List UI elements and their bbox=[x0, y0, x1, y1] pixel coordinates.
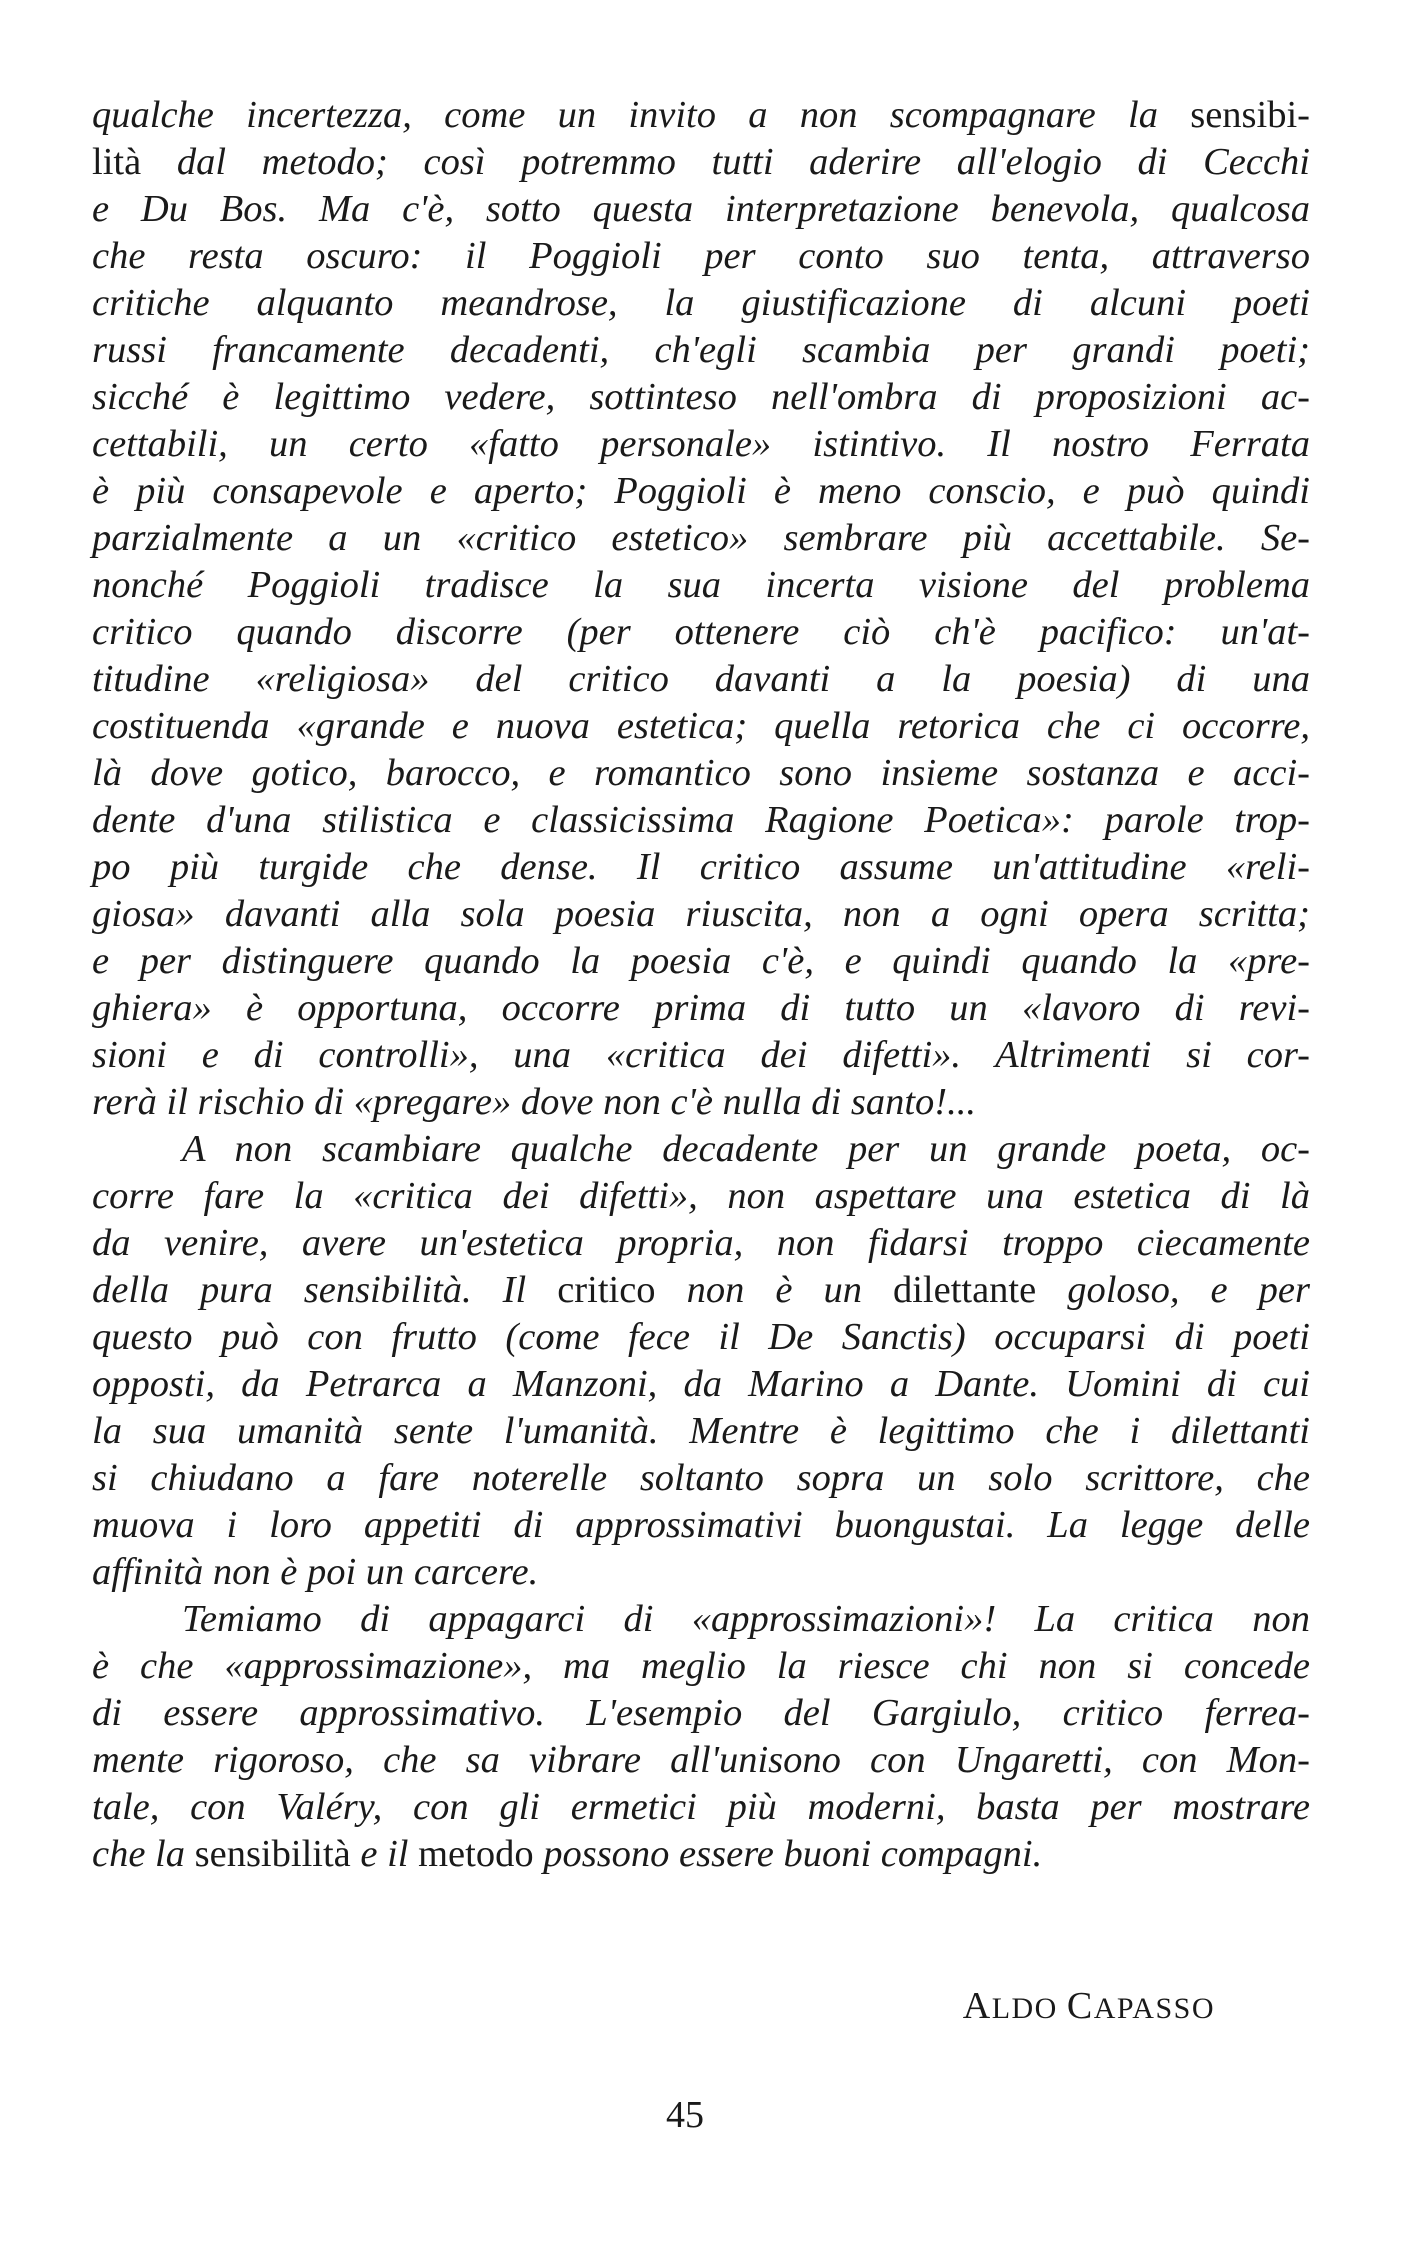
text-line bbox=[92, 1314, 1310, 1361]
text-line bbox=[92, 233, 1310, 280]
text-line bbox=[92, 1784, 1310, 1831]
roman-text: metodo bbox=[418, 1833, 544, 1875]
italic-text: nonché Poggioli tradisce la sua incerta visione del problema bbox=[92, 564, 1310, 606]
italic-text: da venire, avere un'estetica propria, non fidarsi troppo ciecamente bbox=[92, 1222, 1310, 1264]
italic-text: e Du Bos. Ma c'è, sotto questa interpretazione benevola, qualcosa bbox=[92, 188, 1310, 230]
text-line bbox=[92, 609, 1310, 656]
text-line bbox=[92, 1643, 1310, 1690]
text-line bbox=[92, 1831, 1310, 1878]
italic-text: parzialmente a un «critico estetico» sembrare più accettabile. Se- bbox=[92, 517, 1310, 559]
italic-text: costituenda «grande e nuova estetica; quella retorica che ci occorre, bbox=[92, 705, 1310, 747]
text-line bbox=[92, 515, 1310, 562]
italic-text: critico quando discorre (per ottenere ciò ch'è pacifico: un'at- bbox=[92, 611, 1310, 653]
text-line bbox=[92, 1173, 1310, 1220]
italic-text: si chiudano a fare noterelle soltanto sopra un solo scrittore, che bbox=[92, 1457, 1310, 1499]
italic-text: Temiamo di appagarci di «approssimazioni»! La critica non bbox=[182, 1598, 1310, 1640]
text-line bbox=[92, 1361, 1310, 1408]
italic-text: là dove gotico, barocco, e romantico sono insieme sostanza e acci- bbox=[92, 752, 1310, 794]
italic-text: cettabili, un certo «fatto personale» istintivo. Il nostro Ferrata bbox=[92, 423, 1310, 465]
italic-text: possono essere buoni compagni. bbox=[543, 1833, 1043, 1875]
roman-text: lità bbox=[92, 141, 177, 183]
italic-text: dal metodo; così potremmo tutti aderire all'elogio di Cecchi bbox=[176, 141, 1310, 183]
roman-text: sensibi- bbox=[1190, 94, 1310, 136]
italic-text: opposti, da Petrarca a Manzoni, da Marino a Dante. Uomini di cui bbox=[92, 1363, 1310, 1405]
text-line bbox=[92, 1690, 1310, 1737]
italic-text: che la bbox=[92, 1833, 195, 1875]
italic-text: tale, con Valéry, con gli ermetici più moderni, basta per mostrare bbox=[92, 1786, 1310, 1828]
italic-text: qualche incertezza, come un invito a non scompagnare la bbox=[92, 94, 1191, 136]
author-name: ALDO CAPASSO bbox=[962, 1985, 1215, 2027]
text-line bbox=[92, 1079, 1310, 1126]
italic-text: sioni e di controlli», una «critica dei difetti». Altrimenti si cor- bbox=[92, 1034, 1310, 1076]
italic-text: muova i loro appetiti di approssimativi buongustai. La legge delle bbox=[92, 1504, 1310, 1546]
italic-text: corre fare la «critica dei difetti», non aspettare una estetica di là bbox=[92, 1175, 1310, 1217]
text-line bbox=[92, 1737, 1310, 1784]
text-line bbox=[92, 280, 1310, 327]
text-line bbox=[92, 1267, 1310, 1314]
text-line bbox=[92, 1596, 1310, 1643]
paragraph bbox=[92, 92, 1310, 1126]
italic-text: che resta oscuro: il Poggioli per conto suo tenta, attraverso bbox=[92, 235, 1310, 277]
italic-text: e per distinguere quando la poesia c'è, e quindi quando la «pre- bbox=[92, 940, 1310, 982]
text-line bbox=[92, 1126, 1310, 1173]
page-number: 45 bbox=[666, 2094, 704, 2136]
italic-text: giosa» davanti alla sola poesia riuscita, non a ogni opera scritta; bbox=[92, 893, 1310, 935]
text-line bbox=[92, 421, 1310, 468]
italic-text: è che «approssimazione», ma meglio la riesce chi non si concede bbox=[92, 1645, 1310, 1687]
text-line bbox=[92, 797, 1310, 844]
text-line bbox=[92, 844, 1310, 891]
italic-text: dente d'una stilistica e classicissima Ragione Poetica»: parole trop- bbox=[92, 799, 1310, 841]
roman-text: dilettante bbox=[892, 1269, 1068, 1311]
text-line bbox=[92, 1408, 1310, 1455]
italic-text: di essere approssimativo. L'esempio del Gargiulo, critico ferrea- bbox=[92, 1692, 1310, 1734]
italic-text: e il bbox=[360, 1833, 419, 1875]
italic-text: critiche alquanto meandrose, la giustificazione di alcuni poeti bbox=[92, 282, 1310, 324]
italic-text: questo può con frutto (come fece il De Sanctis) occuparsi di poeti bbox=[92, 1316, 1310, 1358]
italic-text: sicché è legittimo vedere, sottinteso nell'ombra di proposizioni ac- bbox=[92, 376, 1310, 418]
roman-text: critico bbox=[557, 1269, 687, 1311]
text-line bbox=[92, 891, 1310, 938]
text-line bbox=[92, 1455, 1310, 1502]
italic-text: mente rigoroso, che sa vibrare all'unisono con Ungaretti, con Mon- bbox=[92, 1739, 1310, 1781]
italic-text: affinità non è poi un carcere. bbox=[92, 1551, 539, 1593]
paragraph bbox=[92, 1126, 1310, 1596]
text-line bbox=[92, 985, 1310, 1032]
italic-text: non è un bbox=[686, 1269, 893, 1311]
italic-text: titudine «religiosa» del critico davanti a la poesia) di una bbox=[92, 658, 1310, 700]
italic-text: ghiera» è opportuna, occorre prima di tutto un «lavoro di revi- bbox=[92, 987, 1310, 1029]
italic-text: russi francamente decadenti, ch'egli scambia per grandi poeti; bbox=[92, 329, 1310, 371]
text-line bbox=[92, 468, 1310, 515]
italic-text: rerà il rischio di «pregare» dove non c'è nulla di santo!... bbox=[92, 1081, 976, 1123]
italic-text: è più consapevole e aperto; Poggioli è meno conscio, e può quindi bbox=[92, 470, 1310, 512]
text-line bbox=[92, 1220, 1310, 1267]
text-line bbox=[92, 562, 1310, 609]
italic-text: la sua umanità sente l'umanità. Mentre è legittimo che i dilettanti bbox=[92, 1410, 1310, 1452]
italic-text: goloso, e per bbox=[1067, 1269, 1310, 1311]
author-signature bbox=[963, 1984, 1215, 2028]
italic-text: po più turgide che dense. Il critico assume un'attitudine «reli- bbox=[92, 846, 1310, 888]
text-line bbox=[92, 703, 1310, 750]
text-line bbox=[92, 1032, 1310, 1079]
text-line bbox=[92, 656, 1310, 703]
text-line bbox=[92, 139, 1310, 186]
roman-text: sensibilità bbox=[194, 1833, 361, 1875]
italic-text: della pura sensibilità. Il bbox=[92, 1269, 558, 1311]
text-line bbox=[92, 1549, 1310, 1596]
text-line bbox=[92, 750, 1310, 797]
italic-text: A non scambiare qualche decadente per un grande poeta, oc- bbox=[182, 1128, 1310, 1170]
text-line bbox=[92, 374, 1310, 421]
text-line bbox=[92, 938, 1310, 985]
paragraph bbox=[92, 1596, 1310, 1878]
text-line bbox=[92, 186, 1310, 233]
text-line bbox=[92, 92, 1310, 139]
text-line bbox=[92, 1502, 1310, 1549]
body-text bbox=[92, 92, 1310, 1878]
text-line bbox=[92, 327, 1310, 374]
